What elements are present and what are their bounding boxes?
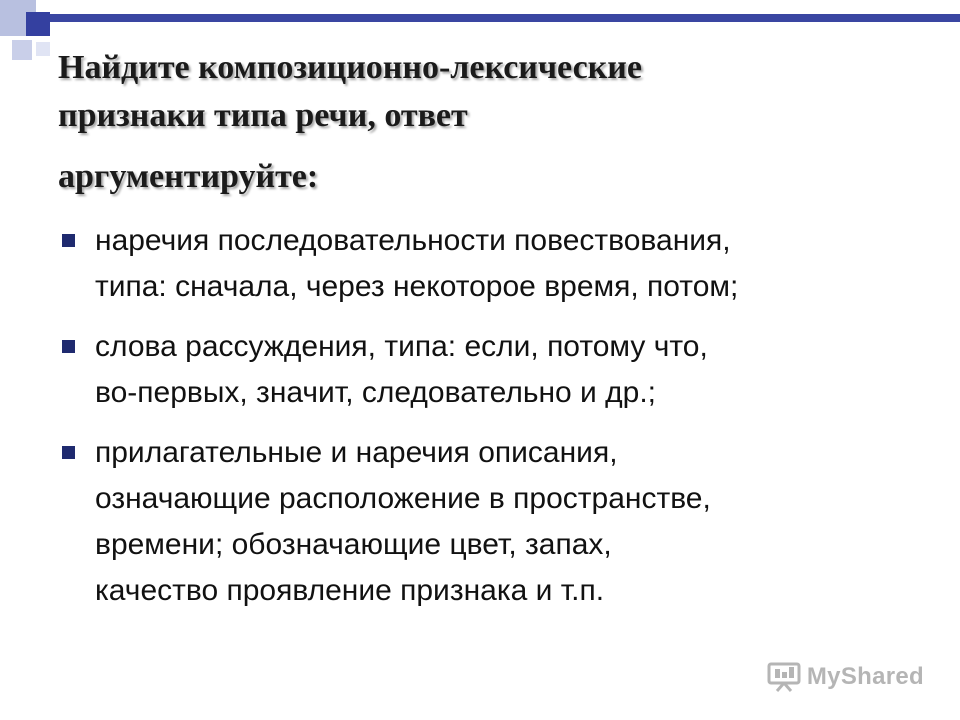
bullet-line: времени; обозначающие цвет, запах, (95, 528, 612, 561)
square-bullet-icon (62, 234, 75, 247)
bullet-line: типа: сначала, через некоторое время, потом; (95, 270, 739, 303)
watermark (767, 662, 924, 692)
bullet-list (62, 218, 922, 628)
bullet-text (95, 324, 922, 416)
title-line: аргументируйте: (58, 157, 319, 195)
bullet-item (62, 430, 922, 614)
bullet-line: качество проявление признака и т.п. (95, 574, 605, 607)
square-bullet-icon (62, 446, 75, 459)
bullet-text (95, 218, 922, 310)
bullet-item (62, 324, 922, 416)
bullet-line: наречия последовательности повествования, (95, 224, 731, 257)
header-rule (50, 14, 960, 22)
title-line: Найдите композиционно-лексические (58, 49, 642, 86)
slide-title (58, 44, 918, 201)
bullet-line: слова рассуждения, типа: если, потому что, (95, 330, 708, 363)
square-bullet-icon (62, 340, 75, 353)
bullet-item (62, 218, 922, 310)
bullet-text (95, 430, 922, 614)
title-line: признаки типа речи, ответ (58, 97, 468, 135)
corner-square-decoration (36, 42, 50, 56)
corner-square-decoration (12, 40, 32, 60)
presentation-board-icon (767, 662, 801, 692)
bullet-line: во-первых, значит, следовательно и др.; (95, 376, 656, 409)
bullet-line: прилагательные и наречия описания, (95, 436, 618, 469)
corner-square-decoration (26, 12, 50, 36)
watermark-text: MyShared (806, 663, 924, 690)
bullet-line: означающие расположение в пространстве, (95, 482, 711, 515)
